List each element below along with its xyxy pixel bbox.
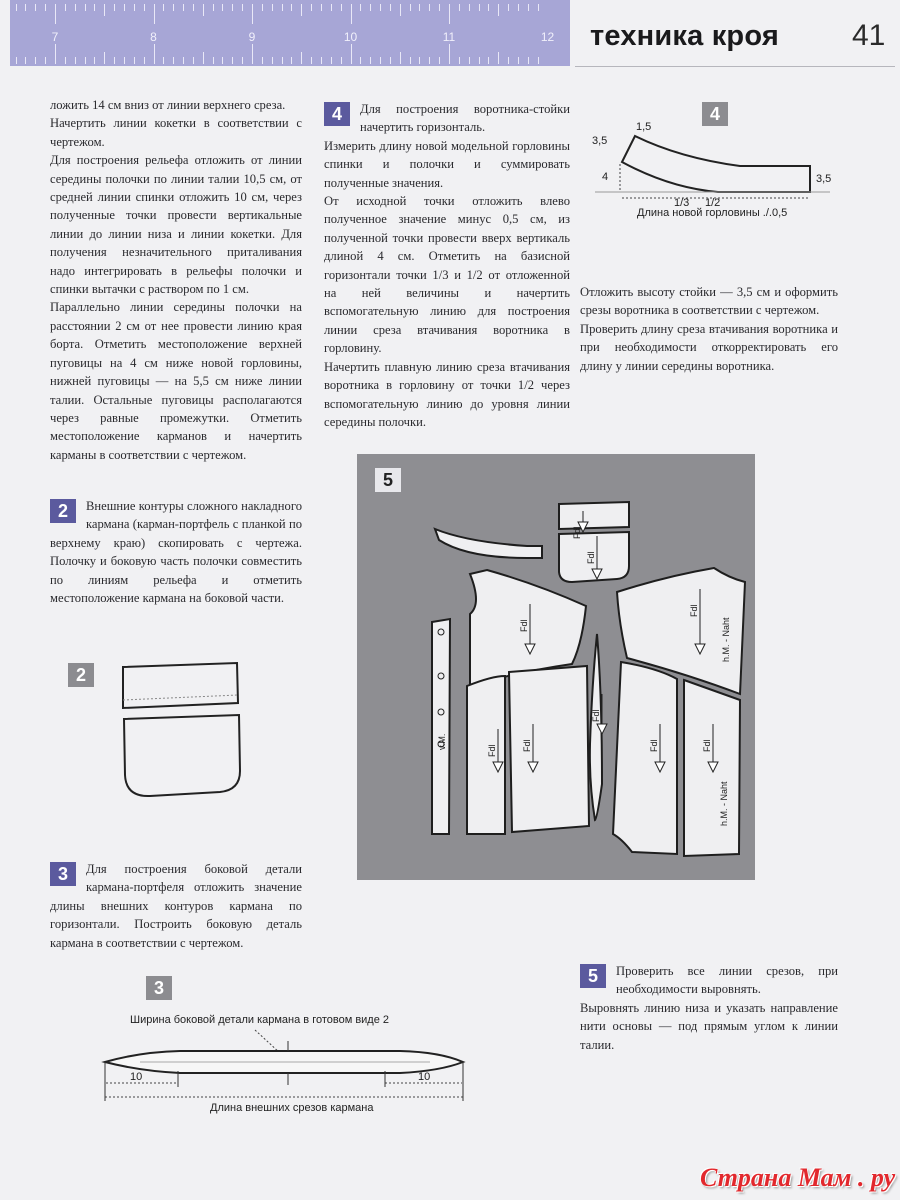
step-text: Проверить все линии срезов, при необходимости выровнять. bbox=[616, 964, 838, 997]
section-title: техника кроя bbox=[590, 20, 780, 52]
front-center-label: v.M. bbox=[437, 733, 447, 750]
ruler-tick bbox=[459, 57, 460, 64]
ruler-tick bbox=[311, 57, 312, 64]
ruler-tick bbox=[488, 57, 489, 64]
dim-3-5-top: 3,5 bbox=[592, 135, 608, 147]
watermark-logo: Страна Мам . ру bbox=[700, 1163, 896, 1192]
ruler-tick bbox=[104, 4, 105, 16]
ruler-tick bbox=[262, 4, 263, 11]
collar-piece bbox=[435, 529, 542, 558]
ruler-tick bbox=[360, 4, 361, 11]
figure-4-collar-drawing bbox=[590, 118, 840, 218]
ruler-tick bbox=[410, 4, 411, 11]
step-badge: 5 bbox=[580, 964, 606, 988]
ruler-tick bbox=[25, 57, 26, 64]
paragraph: ложить 14 см вниз от линии верхнего среза. bbox=[50, 98, 286, 112]
back-left-piece bbox=[613, 662, 677, 854]
ruler-number: 8 bbox=[150, 30, 157, 44]
ruler-tick bbox=[45, 57, 46, 64]
figure-badge: 2 bbox=[68, 663, 94, 687]
ruler-tick bbox=[282, 4, 283, 11]
dim-right-label: 10 bbox=[418, 1071, 431, 1083]
ruler-tick bbox=[390, 57, 391, 64]
ruler-tick bbox=[272, 4, 273, 11]
ruler-tick bbox=[65, 4, 66, 11]
dim-3-5-right: 3,5 bbox=[816, 173, 832, 185]
ruler-tick bbox=[242, 57, 243, 64]
right-column-text bbox=[580, 283, 838, 375]
ruler-tick bbox=[154, 4, 155, 24]
ruler-tick bbox=[449, 44, 450, 64]
ruler-tick bbox=[75, 4, 76, 11]
ruler-tick bbox=[124, 57, 125, 64]
ruler-tick bbox=[252, 44, 253, 64]
ruler-tick bbox=[341, 57, 342, 64]
dim-left-label: 10 bbox=[130, 1071, 143, 1083]
step-text: Внешние контуры сложного накладного кармана (карман-портфель с планкой по верхнему краю) скопировать с чертежа. Полочку и боковую часть полочки совместить по линиям рельефа и отметить местоположение кармана на боковой части. bbox=[50, 499, 302, 606]
ruler-tick bbox=[291, 57, 292, 64]
ruler-tick bbox=[291, 4, 292, 11]
ruler-number: 12 bbox=[540, 30, 555, 44]
ruler-tick bbox=[134, 57, 135, 64]
grain-label: Fdl bbox=[586, 551, 596, 564]
ruler-tick bbox=[104, 52, 105, 64]
back-seam-label-upper: h.M. - Naht bbox=[721, 617, 731, 662]
grain-label: Fdl bbox=[649, 739, 659, 752]
ruler-tick bbox=[173, 57, 174, 64]
ruler-tick bbox=[282, 57, 283, 64]
ruler-tick bbox=[55, 4, 56, 24]
figure-4-caption: Длина новой горловины ./.0,5 bbox=[637, 207, 788, 219]
ruler-number: 9 bbox=[248, 30, 256, 44]
ruler-tick bbox=[65, 57, 66, 64]
grain-label: Fdl bbox=[572, 526, 582, 539]
ruler-header-band bbox=[10, 0, 570, 66]
ruler-tick bbox=[439, 4, 440, 11]
ruler-tick bbox=[311, 4, 312, 11]
ruler-tick bbox=[242, 4, 243, 11]
ruler-tick bbox=[75, 57, 76, 64]
ruler-tick bbox=[528, 4, 529, 11]
step-2-block bbox=[50, 497, 302, 607]
ruler-tick bbox=[301, 52, 302, 64]
ruler-tick bbox=[498, 4, 499, 16]
pocket-flap-fold-line bbox=[123, 695, 238, 700]
ruler-tick bbox=[370, 4, 371, 11]
figure-badge: 4 bbox=[702, 102, 728, 126]
grain-label: Fdl bbox=[519, 619, 529, 632]
ruler-tick bbox=[449, 4, 450, 24]
ruler-tick bbox=[213, 4, 214, 11]
ruler-tick bbox=[439, 57, 440, 64]
ruler-tick bbox=[183, 57, 184, 64]
ruler-tick bbox=[55, 44, 56, 64]
paragraph: Отложить высоту стойки — 3,5 см и оформить срезы воротника в соответствии с чертежом. bbox=[580, 285, 838, 318]
ruler-tick bbox=[232, 57, 233, 64]
ruler-tick bbox=[419, 57, 420, 64]
button-band-piece bbox=[432, 619, 450, 834]
step-badge: 3 bbox=[50, 862, 76, 886]
header-divider bbox=[575, 66, 895, 67]
width-pointer bbox=[255, 1030, 280, 1053]
ruler-tick bbox=[16, 4, 17, 11]
ruler-tick bbox=[508, 4, 509, 11]
ruler-tick bbox=[518, 57, 519, 64]
paragraph: Начертить плавную линию среза втачивания воротника в горловину от точки 1/2 через вспомогательную линию до уровня линии середины полочки. bbox=[324, 359, 570, 429]
ruler-tick bbox=[193, 57, 194, 64]
collar-outline bbox=[622, 136, 810, 192]
ruler-tick bbox=[351, 44, 352, 64]
paragraph: Выровнять линию низа и указать направление нити основы — под прямым углом к линии талии. bbox=[580, 1000, 838, 1052]
ruler-tick bbox=[429, 4, 430, 11]
ruler-tick bbox=[16, 57, 17, 64]
front-left-piece bbox=[467, 676, 505, 834]
ruler-tick bbox=[301, 4, 302, 16]
step-4-block bbox=[324, 100, 570, 431]
ruler-tick bbox=[35, 4, 36, 11]
ruler-tick bbox=[508, 57, 509, 64]
ruler-tick bbox=[144, 4, 145, 11]
ruler-tick bbox=[429, 57, 430, 64]
ruler-tick bbox=[370, 57, 371, 64]
left-column-text bbox=[50, 96, 302, 464]
ruler-tick bbox=[341, 4, 342, 11]
ruler-tick bbox=[222, 4, 223, 11]
step-text: Для построения воротника-стойки начертить горизонталь. bbox=[360, 102, 570, 135]
page-number: 41 bbox=[852, 19, 886, 52]
ruler-tick bbox=[518, 4, 519, 11]
ruler-tick bbox=[35, 57, 36, 64]
front-side-piece bbox=[509, 666, 589, 832]
step-badge: 4 bbox=[324, 102, 350, 126]
ruler-tick bbox=[528, 57, 529, 64]
ruler-tick bbox=[380, 57, 381, 64]
ruler-tick bbox=[124, 4, 125, 11]
ruler-tick bbox=[538, 57, 539, 64]
ruler-tick bbox=[262, 57, 263, 64]
paragraph: От исходной точки отложить влево полученное значение минус 0,5 см, из полученной точки провести вверх вертикаль длиной 4 см. Отметить на базисной горизонтали точки 1/3 и 1/2 от отложенной на ней величины и начертить вспомогательную линию для построения линии среза втачивания воротника в горловину. bbox=[324, 194, 570, 356]
ruler-tick bbox=[469, 4, 470, 11]
step-badge: 2 bbox=[50, 499, 76, 523]
pocket-flap-outline bbox=[123, 663, 238, 708]
ruler-tick bbox=[163, 4, 164, 11]
ruler-tick bbox=[193, 4, 194, 11]
ruler-tick bbox=[45, 4, 46, 11]
step-5-block bbox=[580, 962, 838, 1054]
pocket-body-outline bbox=[124, 715, 240, 796]
ruler-tick bbox=[114, 4, 115, 11]
ruler-tick bbox=[85, 4, 86, 11]
grain-label: Fdl bbox=[689, 604, 699, 617]
ruler-tick bbox=[173, 4, 174, 11]
figure-badge: 5 bbox=[375, 468, 401, 492]
ruler-tick bbox=[498, 52, 499, 64]
ruler-tick bbox=[321, 4, 322, 11]
grain-label: Fdl bbox=[522, 739, 532, 752]
ruler-tick bbox=[479, 4, 480, 11]
ruler-tick bbox=[360, 57, 361, 64]
ruler-tick bbox=[94, 4, 95, 11]
ruler-tick bbox=[488, 4, 489, 11]
grain-label: Fdl bbox=[487, 744, 497, 757]
mark-1-2: 1/2 bbox=[705, 197, 721, 209]
ruler-tick bbox=[213, 57, 214, 64]
grain-label: Fdl bbox=[591, 709, 601, 722]
paragraph: Для построения рельефа отложить от линии середины полочки по линии талии 10,5 см, от средней линии спинки отложить 10 см, через полученные точки провести вертикальные линии до линии низа и линии кокетки. Для получения незначительного приталивания надо интегрировать в рельефы полочки и спинки вытачки с раствором по 1 см. bbox=[50, 153, 302, 297]
ruler-tick bbox=[203, 52, 204, 64]
ruler-tick bbox=[380, 4, 381, 11]
dim-1-5: 1,5 bbox=[636, 121, 652, 133]
ruler-tick bbox=[154, 44, 155, 64]
ruler-tick bbox=[85, 57, 86, 64]
ruler-tick bbox=[252, 4, 253, 24]
ruler-tick bbox=[183, 4, 184, 11]
width-label: Ширина боковой детали кармана в готовом виде 2 bbox=[130, 1014, 390, 1026]
ruler-tick bbox=[479, 57, 480, 64]
ruler-tick bbox=[232, 4, 233, 11]
ruler-tick bbox=[400, 52, 401, 64]
ruler-tick bbox=[321, 57, 322, 64]
ruler-tick bbox=[419, 4, 420, 11]
ruler-tick bbox=[272, 57, 273, 64]
ruler-tick bbox=[351, 4, 352, 24]
ruler-tick bbox=[459, 4, 460, 11]
ruler-tick bbox=[400, 4, 401, 16]
ruler-tick bbox=[331, 57, 332, 64]
dim-4: 4 bbox=[602, 171, 609, 183]
ruler-number: 11 bbox=[442, 30, 456, 44]
step-3-block bbox=[50, 860, 302, 952]
ruler-number: 10 bbox=[343, 30, 358, 44]
figure-badge: 3 bbox=[146, 976, 172, 1000]
step-text: Для построения боковой детали кармана-портфеля отложить значение длины внешних контуров кармана по горизонтали. Построить боковую деталь кармана в соответствии с чертежом. bbox=[50, 862, 302, 950]
paragraph: Начертить линии кокетки в соответствии с чертежом. bbox=[50, 116, 302, 149]
grain-label: Fdl bbox=[702, 739, 712, 752]
mark-1-3: 1/3 bbox=[674, 197, 690, 209]
ruler-tick bbox=[331, 4, 332, 11]
paragraph: Измерить длину новой модельной горловины спинки и полочки и суммировать полученные значения. bbox=[324, 138, 570, 190]
paragraph: Проверить длину среза втачивания воротника и при необходимости откорректировать его длину у линии середины воротника. bbox=[580, 321, 838, 373]
length-label: Длина внешних срезов кармана bbox=[210, 1102, 374, 1114]
figure-5-pattern-pieces bbox=[357, 454, 755, 880]
ruler-tick bbox=[114, 57, 115, 64]
ruler-tick bbox=[163, 57, 164, 64]
ruler-tick bbox=[469, 57, 470, 64]
ruler-tick bbox=[134, 4, 135, 11]
back-seam-label-lower: h.M. - Naht bbox=[719, 781, 729, 826]
ruler-tick bbox=[203, 4, 204, 16]
ruler-tick bbox=[410, 57, 411, 64]
pocket-flap-piece bbox=[559, 502, 629, 529]
ruler-tick bbox=[144, 57, 145, 64]
paragraph: Параллельно линии середины полочки на расстоянии 2 см от нее провести линию края борта. Отметить местоположение верхней пуговицы на 4 см ниже новой горловины, нижней пуговицы — на 5,5 см ниже линии талии. Остальные пуговицы располагаются через равные промежутки. Отметить местоположение карманов и начертить карманы в соответствии с чертежом. bbox=[50, 300, 302, 462]
ruler-number: 7 bbox=[51, 30, 59, 44]
ruler-tick bbox=[222, 57, 223, 64]
ruler-tick bbox=[25, 4, 26, 11]
figure-2-pocket-drawing bbox=[110, 655, 270, 805]
figure-3-side-piece-drawing bbox=[100, 1005, 470, 1115]
ruler-tick bbox=[94, 57, 95, 64]
ruler-tick bbox=[538, 4, 539, 11]
ruler-tick bbox=[390, 4, 391, 11]
